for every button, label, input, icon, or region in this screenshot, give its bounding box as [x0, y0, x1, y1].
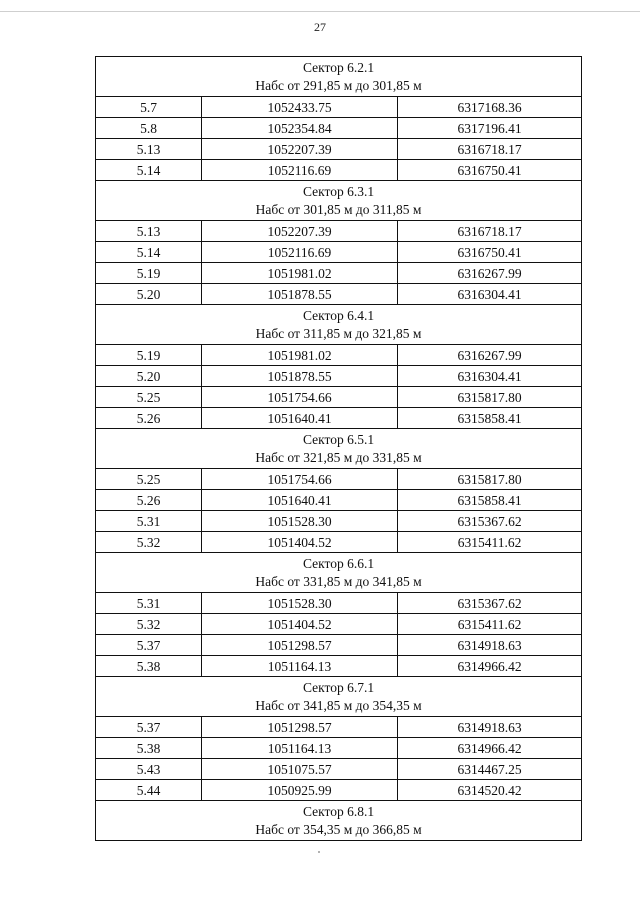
point-number: 5.14	[96, 160, 202, 181]
x-coordinate: 1051164.13	[202, 738, 398, 759]
table-row	[96, 469, 582, 490]
y-coordinate: 6315411.62	[398, 614, 582, 635]
sector-header-row	[96, 677, 582, 717]
y-coordinate: 6316267.99	[398, 263, 582, 284]
x-coordinate: 1051878.55	[202, 284, 398, 305]
top-border-line	[0, 11, 640, 12]
point-number: 5.32	[96, 614, 202, 635]
x-coordinate: 1051981.02	[202, 263, 398, 284]
y-coordinate: 6314966.42	[398, 738, 582, 759]
y-coordinate: 6315367.62	[398, 593, 582, 614]
table-row	[96, 139, 582, 160]
table-row	[96, 511, 582, 532]
y-coordinate: 6315411.62	[398, 532, 582, 553]
y-coordinate: 6316267.99	[398, 345, 582, 366]
sector-header-row	[96, 553, 582, 593]
x-coordinate: 1052116.69	[202, 160, 398, 181]
page-number: 27	[314, 20, 326, 34]
point-number: 5.37	[96, 717, 202, 738]
point-number: 5.38	[96, 656, 202, 677]
x-coordinate: 1052116.69	[202, 242, 398, 263]
sector-coordinates-table	[95, 56, 582, 841]
sector-title: Сектор 6.5.1	[302, 431, 375, 447]
y-coordinate: 6314918.63	[398, 635, 582, 656]
x-coordinate: 1052433.75	[202, 97, 398, 118]
sector-header	[96, 305, 582, 345]
sector-header	[96, 677, 582, 717]
table-row	[96, 532, 582, 553]
sector-header	[96, 553, 582, 593]
sector-height-range: Набс от 301,85 м до 311,85 м	[255, 201, 422, 217]
y-coordinate: 6317196.41	[398, 118, 582, 139]
x-coordinate: 1052354.84	[202, 118, 398, 139]
point-number: 5.13	[96, 139, 202, 160]
table-row	[96, 118, 582, 139]
table-row	[96, 284, 582, 305]
x-coordinate: 1051754.66	[202, 387, 398, 408]
point-number: 5.32	[96, 532, 202, 553]
table-row	[96, 593, 582, 614]
coordinates-sheet	[95, 56, 581, 841]
point-number: 5.25	[96, 387, 202, 408]
y-coordinate: 6314520.42	[398, 780, 582, 801]
sector-header-row	[96, 181, 582, 221]
point-number: 5.20	[96, 366, 202, 387]
sector-height-range: Набс от 331,85 м до 341,85 м	[255, 573, 422, 589]
point-number: 5.37	[96, 635, 202, 656]
sector-title: Сектор 6.3.1	[302, 183, 375, 199]
sector-header	[96, 429, 582, 469]
table-row	[96, 490, 582, 511]
y-coordinate: 6316750.41	[398, 242, 582, 263]
scan-speck	[318, 851, 320, 853]
point-number: 5.31	[96, 593, 202, 614]
y-coordinate: 6314966.42	[398, 656, 582, 677]
y-coordinate: 6315367.62	[398, 511, 582, 532]
x-coordinate: 1051878.55	[202, 366, 398, 387]
y-coordinate: 6315858.41	[398, 408, 582, 429]
x-coordinate: 1051164.13	[202, 656, 398, 677]
point-number: 5.8	[96, 118, 202, 139]
x-coordinate: 1051404.52	[202, 614, 398, 635]
table-row	[96, 717, 582, 738]
x-coordinate: 1051298.57	[202, 635, 398, 656]
table-row	[96, 221, 582, 242]
y-coordinate: 6316304.41	[398, 366, 582, 387]
sector-header-row	[96, 305, 582, 345]
y-coordinate: 6317168.36	[398, 97, 582, 118]
table-row	[96, 780, 582, 801]
point-number: 5.31	[96, 511, 202, 532]
table-row	[96, 408, 582, 429]
table-body	[96, 57, 582, 841]
table-row	[96, 160, 582, 181]
sector-title: Сектор 6.8.1	[302, 803, 375, 819]
sector-title: Сектор 6.4.1	[302, 307, 375, 323]
point-number: 5.19	[96, 263, 202, 284]
table-row	[96, 656, 582, 677]
table-row	[96, 738, 582, 759]
y-coordinate: 6316750.41	[398, 160, 582, 181]
point-number: 5.25	[96, 469, 202, 490]
point-number: 5.7	[96, 97, 202, 118]
x-coordinate: 1051075.57	[202, 759, 398, 780]
x-coordinate: 1052207.39	[202, 139, 398, 160]
sector-height-range: Набс от 311,85 м до 321,85 м	[255, 325, 422, 341]
y-coordinate: 6315817.80	[398, 469, 582, 490]
table-row	[96, 759, 582, 780]
point-number: 5.13	[96, 221, 202, 242]
sector-header	[96, 801, 582, 841]
point-number: 5.43	[96, 759, 202, 780]
x-coordinate: 1051298.57	[202, 717, 398, 738]
sector-height-range: Набс от 321,85 м до 331,85 м	[255, 449, 422, 465]
table-row	[96, 387, 582, 408]
sector-height-range: Набс от 341,85 м до 354,35 м	[255, 697, 422, 713]
point-number: 5.38	[96, 738, 202, 759]
table-row	[96, 635, 582, 656]
sector-title: Сектор 6.7.1	[302, 679, 375, 695]
x-coordinate: 1051754.66	[202, 469, 398, 490]
sector-header	[96, 181, 582, 221]
point-number: 5.26	[96, 408, 202, 429]
table-row	[96, 97, 582, 118]
table-row	[96, 345, 582, 366]
sector-title: Сектор 6.6.1	[302, 555, 375, 571]
sector-header-row	[96, 801, 582, 841]
table-row	[96, 614, 582, 635]
y-coordinate: 6316304.41	[398, 284, 582, 305]
x-coordinate: 1050925.99	[202, 780, 398, 801]
table-row	[96, 242, 582, 263]
x-coordinate: 1052207.39	[202, 221, 398, 242]
table-row	[96, 263, 582, 284]
y-coordinate: 6315817.80	[398, 387, 582, 408]
point-number: 5.26	[96, 490, 202, 511]
x-coordinate: 1051640.41	[202, 408, 398, 429]
sector-title: Сектор 6.2.1	[302, 59, 375, 75]
point-number: 5.14	[96, 242, 202, 263]
x-coordinate: 1051640.41	[202, 490, 398, 511]
x-coordinate: 1051981.02	[202, 345, 398, 366]
point-number: 5.19	[96, 345, 202, 366]
y-coordinate: 6314467.25	[398, 759, 582, 780]
y-coordinate: 6315858.41	[398, 490, 582, 511]
sector-header-row	[96, 429, 582, 469]
sector-header-row	[96, 57, 582, 97]
x-coordinate: 1051528.30	[202, 511, 398, 532]
y-coordinate: 6316718.17	[398, 139, 582, 160]
x-coordinate: 1051528.30	[202, 593, 398, 614]
y-coordinate: 6314918.63	[398, 717, 582, 738]
point-number: 5.20	[96, 284, 202, 305]
sector-height-range: Набс от 291,85 м до 301,85 м	[255, 77, 422, 93]
sector-height-range: Набс от 354,35 м до 366,85 м	[255, 821, 422, 837]
x-coordinate: 1051404.52	[202, 532, 398, 553]
y-coordinate: 6316718.17	[398, 221, 582, 242]
table-row	[96, 366, 582, 387]
point-number: 5.44	[96, 780, 202, 801]
sector-header	[96, 57, 582, 97]
